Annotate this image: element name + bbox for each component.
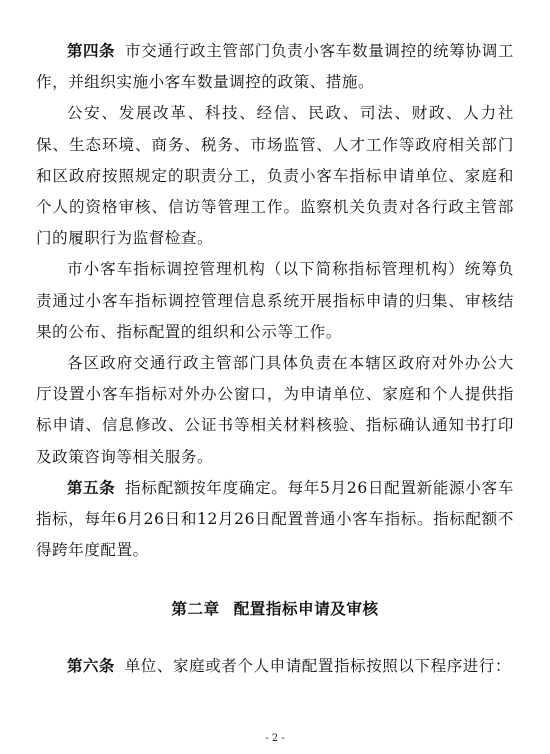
article-label: 第四条 bbox=[67, 42, 116, 60]
body-paragraph bbox=[36, 98, 514, 254]
paragraph-text: 公安、发展改革、科技、经信、民政、司法、财政、人力社保、生态环境、商务、税务、市场监管、人才工作等政府相关部门和区政府按照规定的职责分工，负责小客车指标申请单位、家庭和个人的资格审核、信访等管理工作。监察机关负责对各行政主管部门的履职行为监督检查。 bbox=[36, 104, 514, 248]
paragraph-text: 市小客车指标调控管理机构（以下简称指标管理机构）统筹负责通过小客车指标调控管理信息系统开展指标申请的归集、审核结果的公布、指标配置的组织和公示等工作。 bbox=[36, 260, 514, 341]
paragraph-text: 单位、家庭或者个人申请配置指标按照以下程序进行： bbox=[124, 657, 512, 676]
chapter-heading bbox=[36, 594, 514, 625]
chapter-title: 配置指标申请及审核 bbox=[233, 600, 379, 619]
page-number: - 2 - bbox=[265, 733, 285, 744]
paragraph-text: 市交通行政主管部门负责小客车数量调控的统筹协调工作，并组织实施小客车数量调控的政策、措施。 bbox=[36, 42, 515, 92]
article-5-paragraph bbox=[36, 473, 514, 567]
article-label: 第六条 bbox=[67, 657, 115, 676]
chapter-number: 第二章 bbox=[171, 600, 220, 619]
body-paragraph bbox=[36, 348, 514, 473]
paragraph-text: 各区政府交通行政主管部门具体负责在本辖区政府对外办公大厅设置小客车指标对外办公窗口，为申请单位、家庭和个人提供指标申请、信息修改、公证书等相关材料核验、指标确认通知书打印及政策咨询等相关服务。 bbox=[36, 354, 514, 466]
document-body bbox=[36, 36, 514, 683]
body-paragraph bbox=[36, 254, 514, 348]
article-4-paragraph bbox=[36, 36, 514, 98]
article-label: 第五条 bbox=[67, 478, 116, 497]
article-6-paragraph bbox=[36, 651, 514, 682]
paragraph-text: 指标配额按年度确定。每年5月26日配置新能源小客车指标，每年6月26日和12月26日配置普通小客车指标。指标配额不得跨年度配置。 bbox=[36, 478, 515, 560]
